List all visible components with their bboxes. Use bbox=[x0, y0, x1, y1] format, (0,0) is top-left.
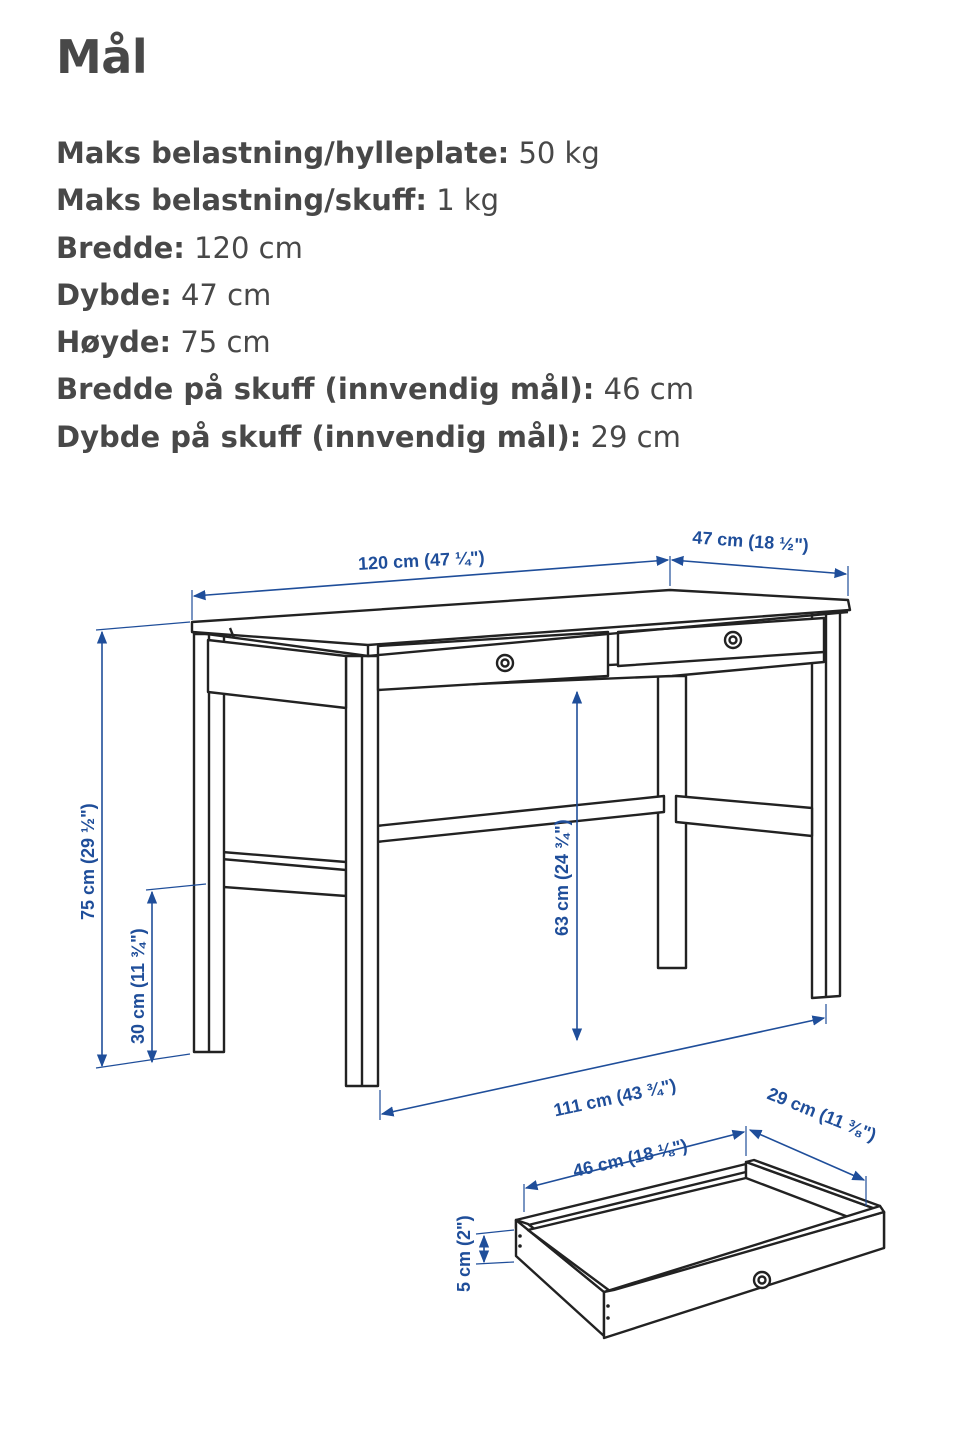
spec-label: Høyde: bbox=[56, 325, 172, 360]
spec-value: 29 cm bbox=[590, 419, 681, 454]
spec-label: Bredde på skuff (innvendig mål): bbox=[56, 372, 595, 407]
spec-value: 47 cm bbox=[180, 277, 272, 312]
dim-desk-width: 120 cm (47 ¼") bbox=[357, 547, 486, 574]
spec-row-depth bbox=[56, 272, 694, 319]
dim-desk-depth: 47 cm (18 ½") bbox=[691, 527, 810, 556]
spec-row-height bbox=[56, 319, 694, 366]
drawer-drawing bbox=[516, 1160, 884, 1338]
spec-value: 120 cm bbox=[194, 230, 303, 265]
dim-drawer-width: 46 cm (18 ⅛") bbox=[571, 1135, 690, 1182]
spec-label: Maks belastning/hylleplate: bbox=[56, 136, 510, 170]
dim-inner-width: 111 cm (43 ¾") bbox=[551, 1074, 678, 1121]
spec-value: 46 cm bbox=[603, 372, 694, 407]
spec-row-max-load-shelf bbox=[56, 130, 694, 177]
spec-label: Maks belastning/skuff: bbox=[56, 183, 427, 218]
spec-label: Bredde: bbox=[56, 230, 185, 265]
spec-value: 1 kg bbox=[436, 183, 500, 218]
dim-knee-height: 63 cm (24 ¾") bbox=[552, 819, 572, 936]
spec-row-drawer-width bbox=[56, 366, 694, 413]
dim-drawer-height: 5 cm (2") bbox=[454, 1215, 474, 1292]
spec-value: 75 cm bbox=[180, 325, 271, 360]
dim-desk-height: 75 cm (29 ½") bbox=[78, 803, 98, 920]
spec-row-drawer-depth bbox=[56, 414, 694, 461]
dimension-diagram bbox=[0, 470, 960, 1370]
spec-row-width bbox=[56, 225, 694, 272]
spec-label: Dybde: bbox=[56, 277, 172, 312]
desk-drawing bbox=[192, 590, 850, 1086]
dim-drawer-depth: 29 cm (11 ⅜") bbox=[764, 1083, 880, 1146]
spec-list bbox=[56, 130, 694, 461]
spec-label: Dybde på skuff (innvendig mål): bbox=[56, 419, 582, 454]
page-title: Mål bbox=[56, 30, 148, 84]
spec-row-max-load-drawer bbox=[56, 177, 694, 224]
dim-shelf-height: 30 cm (11 ¾") bbox=[128, 928, 148, 1044]
spec-value: 50 kg bbox=[518, 136, 600, 170]
